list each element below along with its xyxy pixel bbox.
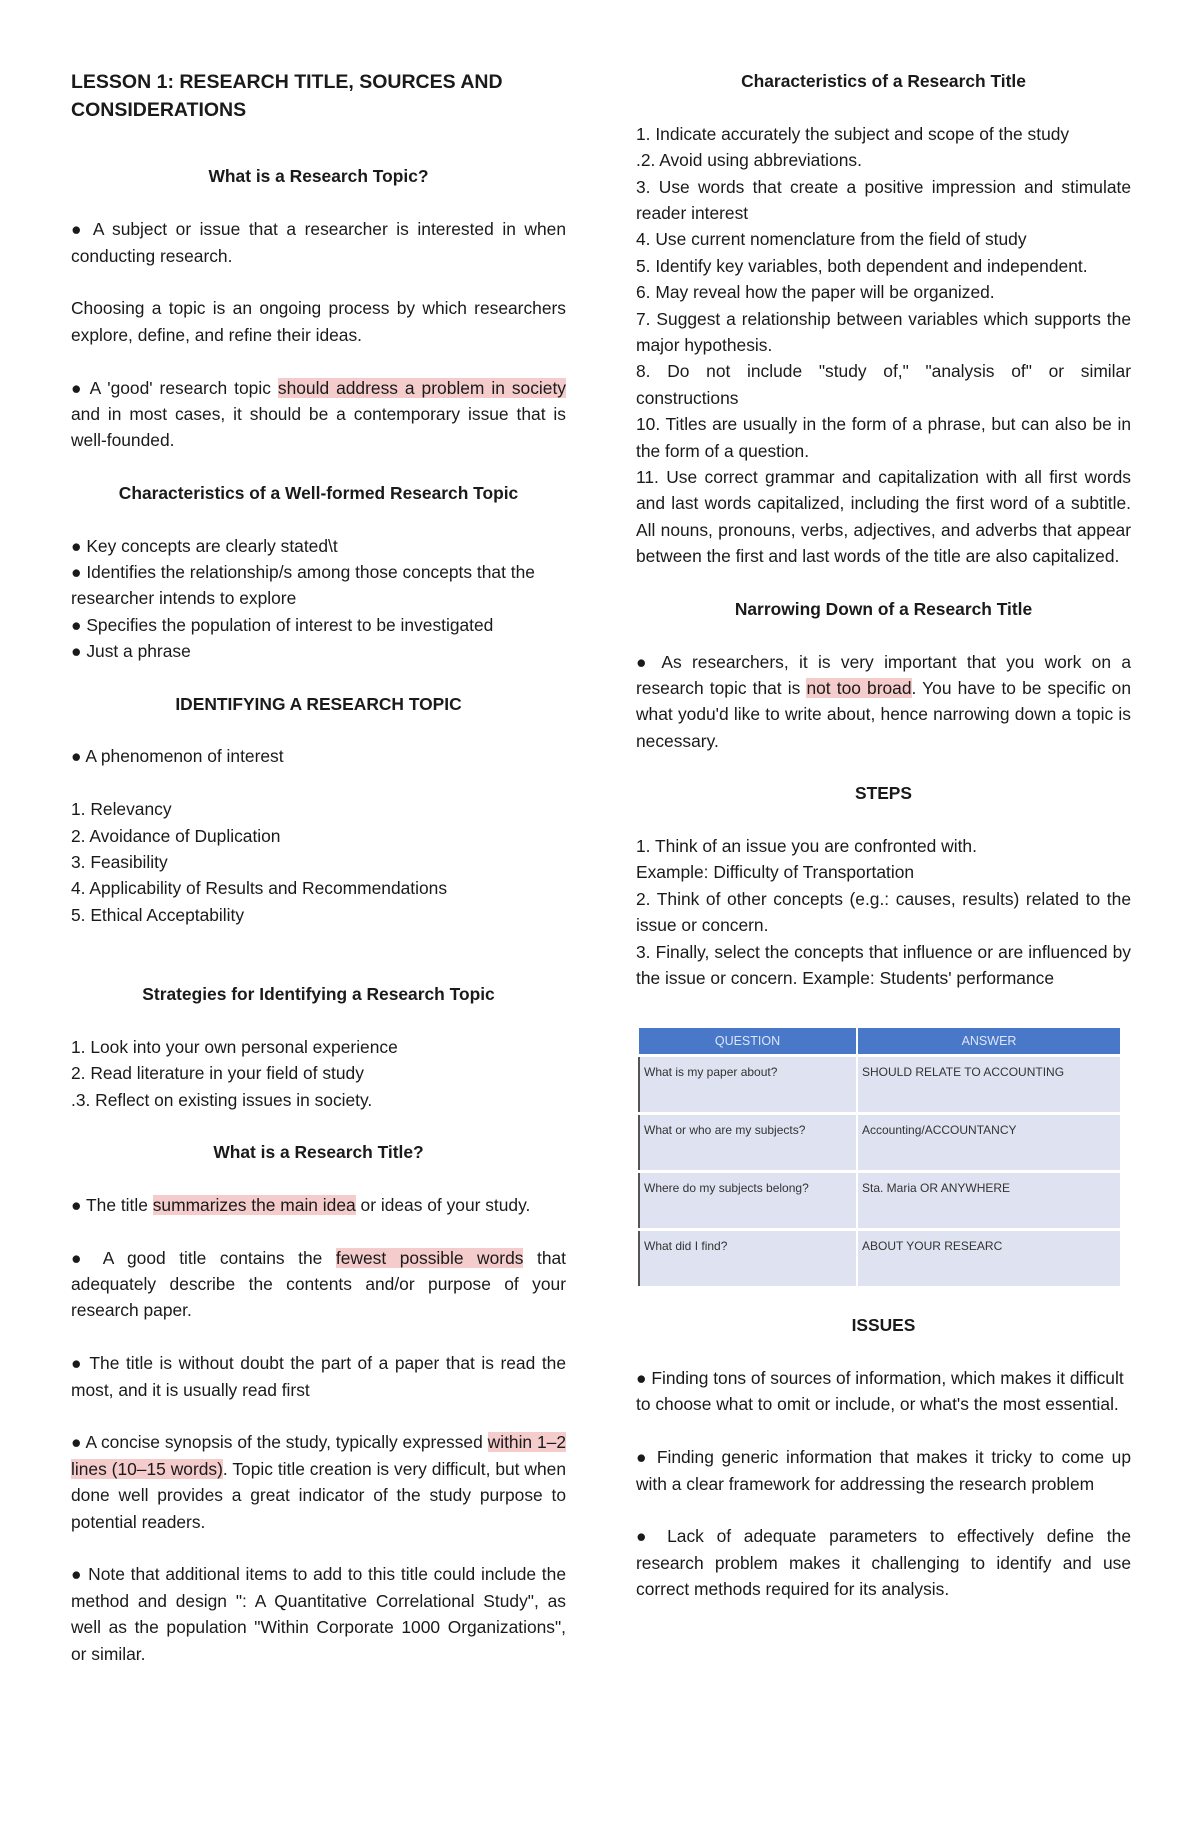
table-cell-answer: Accounting/ACCOUNTANCY [857,1113,1120,1171]
char-item: 10. Titles are usually in the form of a phrase, but can also be in the form of a question. [636,414,1131,461]
char-item: .2. Avoid using abbreviations. [636,150,862,171]
narrow-heading: Narrowing Down of a Research Title [734,598,1033,619]
strategies-item: 1. Look into your own personal experience [71,1036,398,1057]
right-column [636,68,1131,1603]
topic-bullet-1: ● A subject or issue that a researcher is interested in when conducting research. [71,219,566,266]
wellformed-item: ● Identifies the relationship/s among those concepts that the researcher intends to explore [71,562,535,609]
steps-item: Example: Difficulty of Transportation [636,862,915,883]
char-item: 7. Suggest a relationship between variables which supports the major hypothesis. [636,308,1131,356]
steps-heading: STEPS [854,783,913,804]
char-item: 5. Identify key variables, both dependent and independent. [636,255,1088,276]
narrow-pre: ● As researchers, it is very important that you work on a research topic that is [636,651,1131,698]
left-column [71,68,566,1667]
table-cell-question: What or who are my subjects? [639,1113,857,1171]
title-heading: What is a Research Title? [213,1142,424,1163]
lesson-title: LESSON 1: RESEARCH TITLE, SOURCES AND CONSIDERATIONS [71,71,503,121]
issues-heading: ISSUES [851,1315,916,1336]
char-item: 11. Use correct grammar and capitalization with all first words and last words capitalized, including the first word of a subtitle. All nouns, pronouns, verbs, adjectives, and adverbs that appear between the first and last words of the title are also capitalized. [636,467,1131,567]
topic-paragraph: Choosing a topic is an ongoing process by which researchers explore, define, and refine their ideas. [71,298,566,345]
table-row [639,1229,1120,1286]
identifying-item: 1. Relevancy [71,799,172,820]
table-row [639,1055,1120,1113]
identifying-item: 4. Applicability of Results and Recommendations [71,878,448,899]
table-cell-question: What did I find? [639,1229,857,1286]
strategies-item: .3. Reflect on existing issues in society. [71,1089,373,1110]
issues-item: ● Finding tons of sources of information, which makes it difficult to choose what to omit or include, or what's the most essential. [636,1367,1124,1415]
char-item: 6. May reveal how the paper will be organized. [636,282,995,303]
identifying-item: 5. Ethical Acceptability [71,904,245,925]
table-row [639,1113,1120,1171]
issues-item: ● Finding generic information that makes it tricky to come up with a clear framework for addressing the research problem [636,1447,1131,1494]
narrow-paragraph [636,649,1131,755]
identifying-heading: IDENTIFYING A RESEARCH TOPIC [175,693,462,714]
topic-bullet-2 [71,375,566,454]
topic-bullet-2-post: and in most cases, it should be a contemporary issue that is well-founded. [71,404,566,451]
highlight-fewest-words: fewest possible words [335,1247,524,1268]
char-heading: Characteristics of a Research Title [741,71,1026,91]
highlight-not-too-broad: not too broad [806,677,912,698]
title-bullet-1 [71,1192,566,1218]
wellformed-item: ● Key concepts are clearly stated\t [71,535,338,556]
narrow-post: . You have to be specific on what yodu'd like to write about, hence narrowing down a topic is necessary. [636,677,1132,751]
char-item: 1. Indicate accurately the subject and scope of the study [636,123,1070,144]
title-bullet-4-post: . Topic title creation is very difficult, but when done well provides a great indicator of the study purpose to potential readers. [71,1458,566,1532]
title-bullet-1-pre: ● The title [71,1194,153,1215]
wellformed-item: ● Specifies the population of interest to be investigated [71,614,494,635]
wellformed-heading: Characteristics of a Well-formed Research Topic [118,482,519,503]
char-item: 8. Do not include "study of," "analysis of" or similar constructions [636,361,1131,408]
title-bullet-2 [71,1245,566,1324]
table-header-answer: ANSWER [857,1028,1120,1056]
strategies-item: 2. Read literature in your field of study [71,1063,364,1084]
title-bullet-2-post: that adequately describe the contents and/or purpose of your research paper. [71,1247,567,1321]
table-cell-answer: ABOUT YOUR RESEARC [857,1229,1120,1286]
identifying-item: 3. Feasibility [71,852,168,873]
steps-item: 1. Think of an issue you are confronted with. [636,835,977,856]
highlight-main-idea: summarizes the main idea [152,1194,356,1215]
char-item: 3. Use words that create a positive impression and stimulate reader interest [636,176,1131,224]
issues-item: ● Lack of adequate parameters to effectively define the research problem makes it challenging to identify and use correct methods required for its analysis. [636,1526,1131,1600]
wellformed-item: ● Just a phrase [71,641,191,662]
table-cell-answer: Sta. Maria OR ANYWHERE [857,1171,1120,1229]
steps-item: 2. Think of other concepts (e.g.: causes, results) related to the issue or concern. [636,888,1131,936]
table-cell-question: What is my paper about? [639,1055,857,1113]
title-bullet-2-pre: ● A good title contains the [71,1247,336,1268]
char-item: 4. Use current nomenclature from the field of study [636,229,1027,250]
identifying-item: 2. Avoidance of Duplication [71,825,281,846]
question-answer-table [638,1028,1120,1286]
title-bullet-5: ● Note that additional items to add to this title could include the method and design ": A Quantitative Correlational Study", as well as the population "Within Corporate 1000 Organizations", or similar. [71,1564,566,1664]
identifying-bullet: ● A phenomenon of interest [71,746,284,767]
highlight-word-count: within 1–2 lines (10–15 words) [71,1432,566,1479]
title-bullet-1-post: or ideas of your study. [355,1194,531,1215]
topic-heading: What is a Research Topic? [208,166,429,187]
topic-bullet-2-pre: ● A 'good' research topic [71,377,278,398]
table-cell-answer: SHOULD RELATE TO ACCOUNTING [857,1055,1120,1113]
title-bullet-4 [71,1429,566,1535]
highlight-society: should address a problem in society [277,377,566,398]
strategies-heading: Strategies for Identifying a Research Topic [142,984,495,1005]
table-header-row [639,1028,1120,1056]
title-bullet-4-pre: ● A concise synopsis of the study, typically expressed [71,1432,488,1453]
steps-item: 3. Finally, select the concepts that influence or are influenced by the issue or concern. Example: Students' performance [636,941,1131,988]
table-header-question: QUESTION [639,1028,857,1056]
title-bullet-3: ● The title is without doubt the part of a paper that is read the most, and it is usually read first [71,1353,566,1400]
table-cell-question: Where do my subjects belong? [639,1171,857,1229]
table-row [639,1171,1120,1229]
